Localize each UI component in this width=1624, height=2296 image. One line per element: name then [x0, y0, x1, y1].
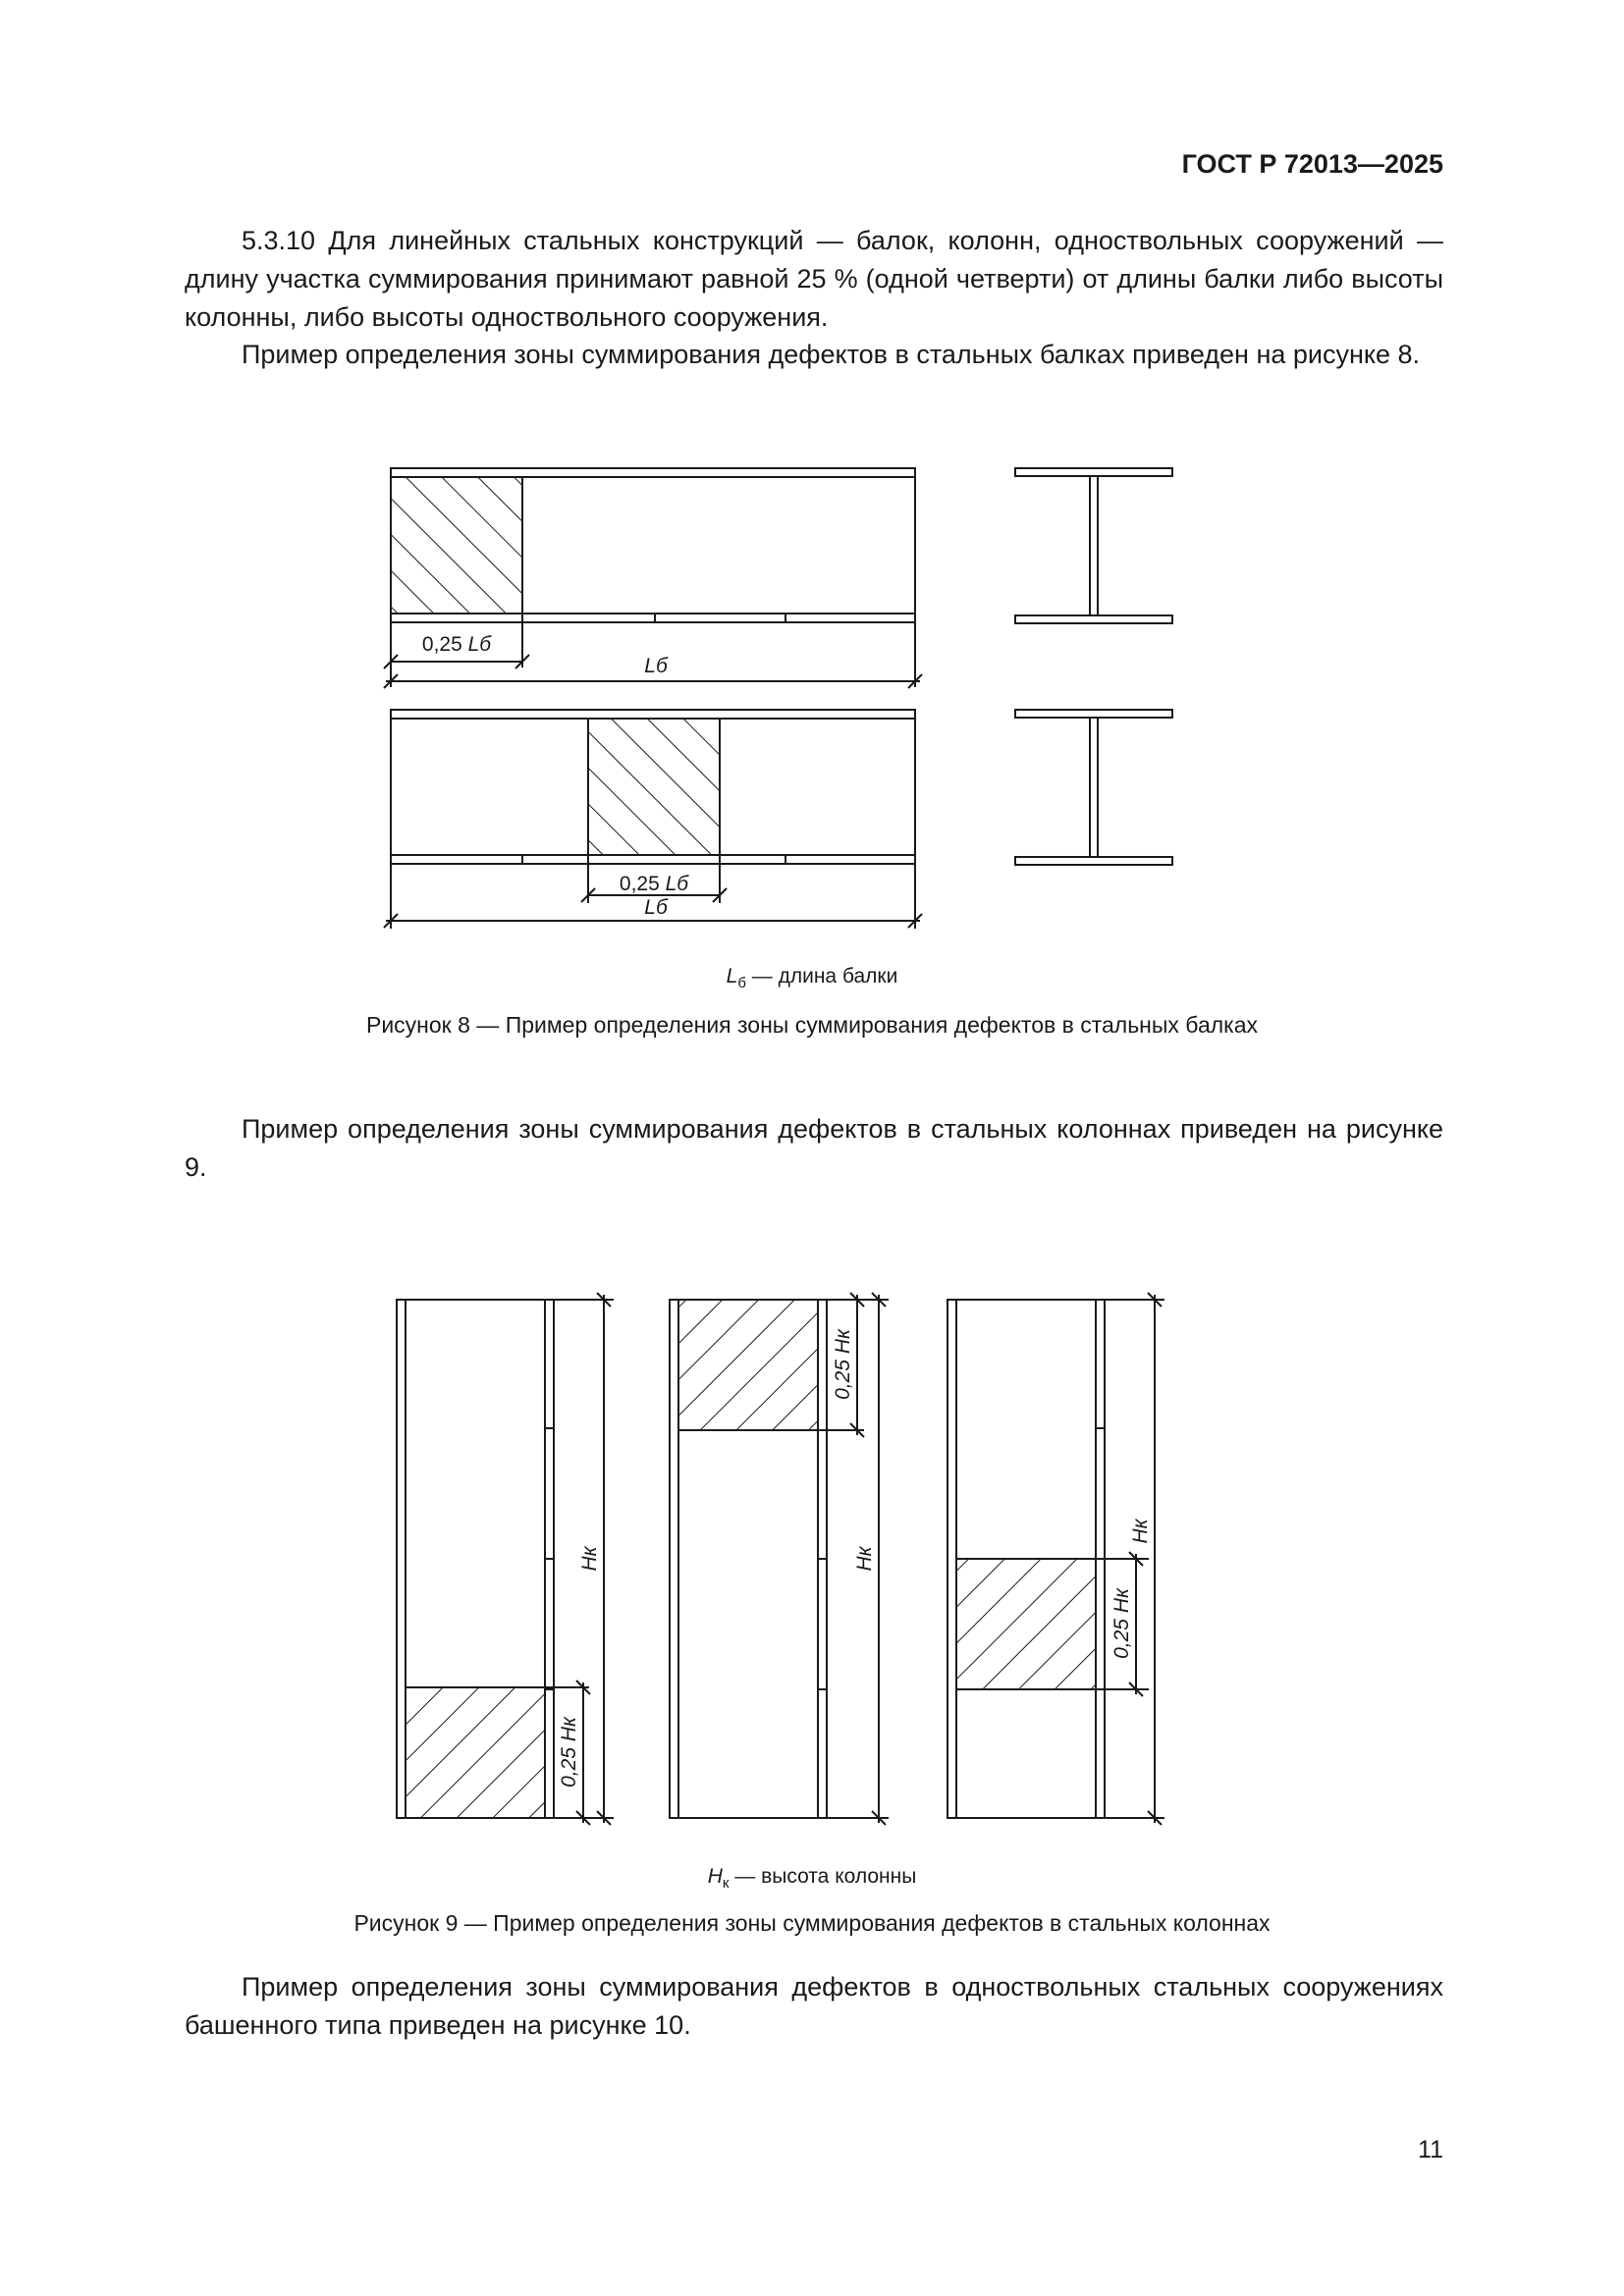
beam-2-zone-label: 0,25 Lб — [619, 873, 689, 895]
paragraph-5-3-10-text: 5.3.10 Для линейных стальных конструкций — балок, колонн, одноствольных сооружений — длину участка суммирования принимают равной 25 % (одной четверти) от длины балки либо высоты колонны, либо высоты одноствольного сооружения. — [185, 226, 1443, 332]
paragraph-column-intro: Пример определения зоны суммирования дефектов в стальных колоннах приведен на рисунке 9. — [185, 1114, 1443, 1182]
column-3-zone-label: 0,25 Hк — [1110, 1588, 1133, 1659]
beam-1-zone-label: 0,25 Lб — [421, 633, 492, 656]
figure-9-legend: $H_к$ — высота колонны — [707, 1865, 917, 1893]
column-1-height-label: Hк — [578, 1546, 601, 1572]
figure-9-drawing — [0, 1256, 1624, 1944]
figure-8-legend: $L_б$ — длина балки — [726, 965, 898, 992]
figure-8-drawing — [0, 0, 1624, 982]
beam-2-hatched-zone — [588, 719, 720, 855]
beam-1-length-label: Lб — [644, 655, 668, 677]
page-number: 11 — [1418, 2136, 1443, 2163]
figure-8-caption: Рисунок 8 — Пример определения зоны суммирования дефектов в стальных балках — [365, 1012, 1259, 1038]
column-1-hatched-zone — [406, 1687, 545, 1818]
column-3-height-label: Hк — [1129, 1519, 1152, 1544]
column-3-elevation — [947, 1300, 1149, 1818]
beam-2-elevation — [391, 710, 915, 864]
figure-9-caption: Рисунок 9 — Пример определения зоны суммирования дефектов в стальных колоннах — [353, 1910, 1271, 1936]
beam-2-length-label: Lб — [644, 896, 668, 919]
column-3-hatched-zone — [956, 1559, 1096, 1689]
column-2-zone-label: 0,25 Hк — [832, 1329, 854, 1400]
column-2-hatched-zone — [678, 1300, 818, 1430]
paragraph-tower-intro: Пример определения зоны суммирования дефектов в одноствольных стальных сооружениях башенного типа приведен на рисунке 10. — [185, 1972, 1443, 2040]
beam-1-elevation — [391, 468, 915, 622]
beam-1-hatched-zone — [391, 477, 522, 614]
column-1-zone-label: 0,25 Hк — [558, 1717, 580, 1788]
column-2-height-label: Hк — [853, 1546, 876, 1572]
i-section-2 — [1015, 710, 1172, 865]
document-code: ГОСТ Р 72013—2025 — [1181, 149, 1443, 179]
i-section-1 — [1015, 468, 1172, 623]
paragraph-beam-intro: Пример определения зоны суммирования дефектов в стальных балках приведен на рисунке 8. — [242, 340, 1421, 369]
